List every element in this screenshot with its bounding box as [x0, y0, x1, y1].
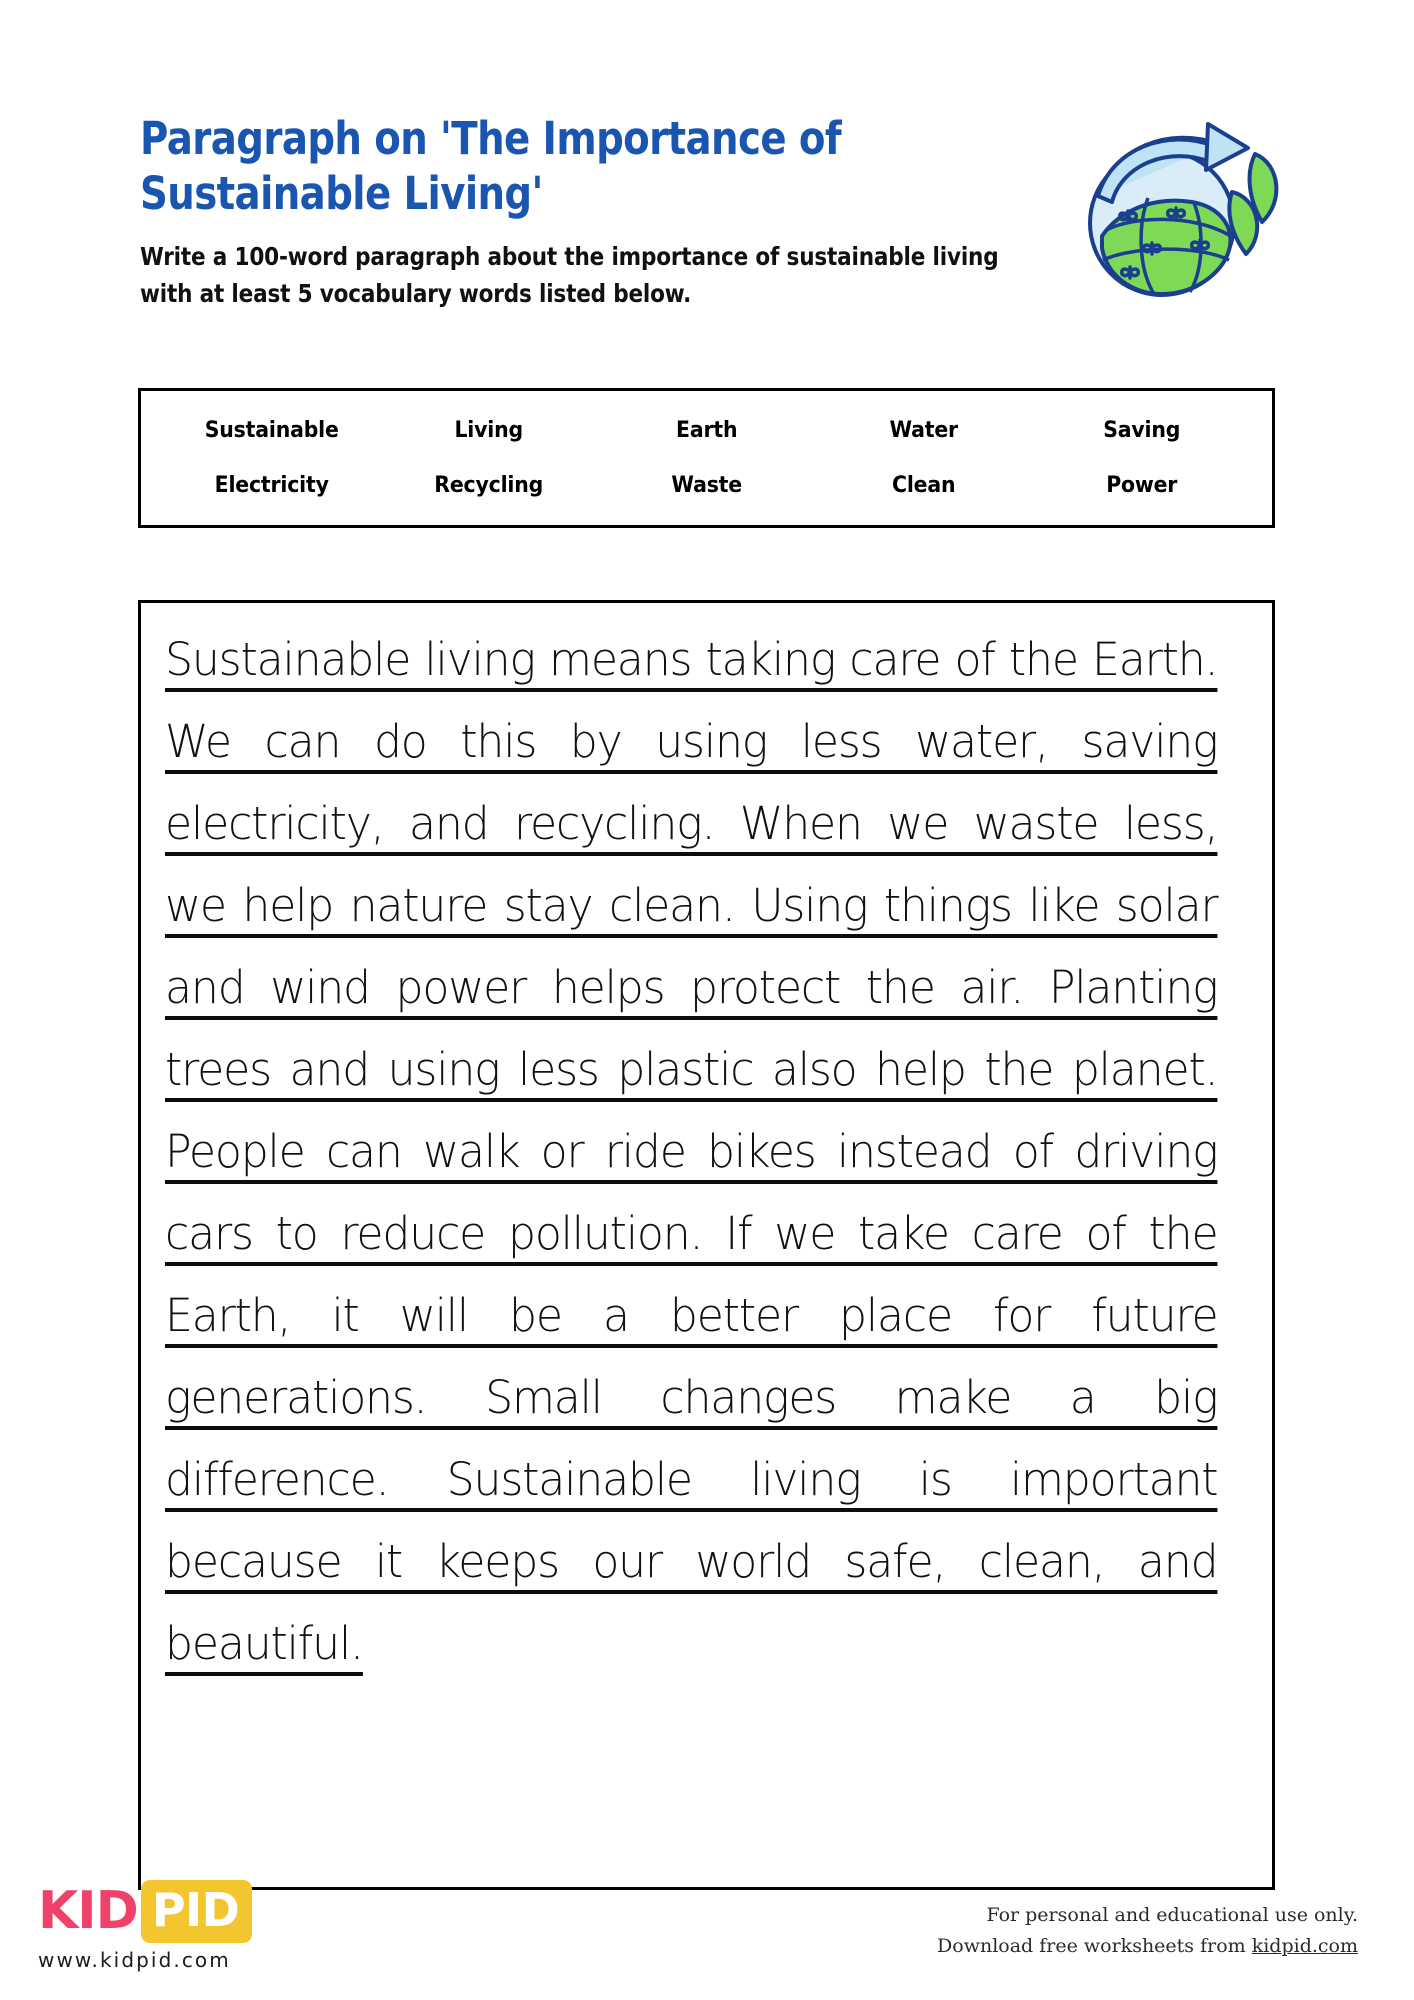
vocabulary-word: Earth: [675, 418, 738, 443]
kidpid-logo-mark: [38, 1883, 458, 1939]
logo-kid-text: KID: [38, 1881, 138, 1941]
logo-website-url: www.kidpid.com: [38, 1948, 231, 1972]
vocabulary-word: Recycling: [434, 473, 544, 498]
vocabulary-word: Saving: [1102, 418, 1180, 443]
kidpid-logo[interactable]: [38, 1883, 458, 1972]
vocabulary-word: Waste: [671, 473, 742, 498]
page-title: Paragraph on 'The Importance of Sustainable Living': [140, 112, 842, 220]
vocabulary-word: Sustainable: [204, 418, 339, 443]
vocabulary-row-2: [163, 473, 1250, 498]
vocabulary-word: Clean: [892, 473, 956, 498]
footer-usage-notice: [937, 1900, 1358, 1962]
footer-notice-line-2: [937, 1931, 1358, 1962]
vocabulary-word: Power: [1105, 473, 1177, 498]
footer-notice-line-1: For personal and educational use only.: [986, 1904, 1358, 1927]
vocabulary-word: Living: [454, 418, 524, 443]
page-footer: [0, 1870, 1414, 2000]
footer-kidpid-link[interactable]: kidpid.com: [1251, 1935, 1358, 1958]
instructions-text: Write a 100-word paragraph about the importance of sustainable living with at least 5 vocabulary words listed below.: [140, 241, 999, 309]
answer-writing-area[interactable]: [141, 603, 1272, 1887]
answer-writing-box[interactable]: [138, 600, 1275, 1890]
vocabulary-word-bank: [138, 388, 1275, 528]
footer-notice-prefix: Download free worksheets from: [937, 1935, 1252, 1958]
vocabulary-word: Electricity: [214, 473, 329, 498]
answer-paragraph-text: Sustainable living means taking care of the Earth. We can do this by using less water, saving electricity, and recycling. When we waste less, we help nature stay clean. Using things like solar and wind power helps protect the air. Planting trees and using less plastic also help the planet. People can walk or ride bikes instead of driving cars to reduce pollution. If we take care of the Earth, it will be a better place for future generations. Small changes make a big difference. Sustainable living is important because it keeps our world safe, clean, and beautiful.: [165, 633, 1218, 1670]
vocabulary-row-1: [163, 418, 1250, 443]
logo-pid-text: PID: [141, 1880, 253, 1943]
vocabulary-word: Water: [889, 418, 959, 443]
sustainable-earth-recycle-leaf-icon: [1072, 118, 1282, 318]
